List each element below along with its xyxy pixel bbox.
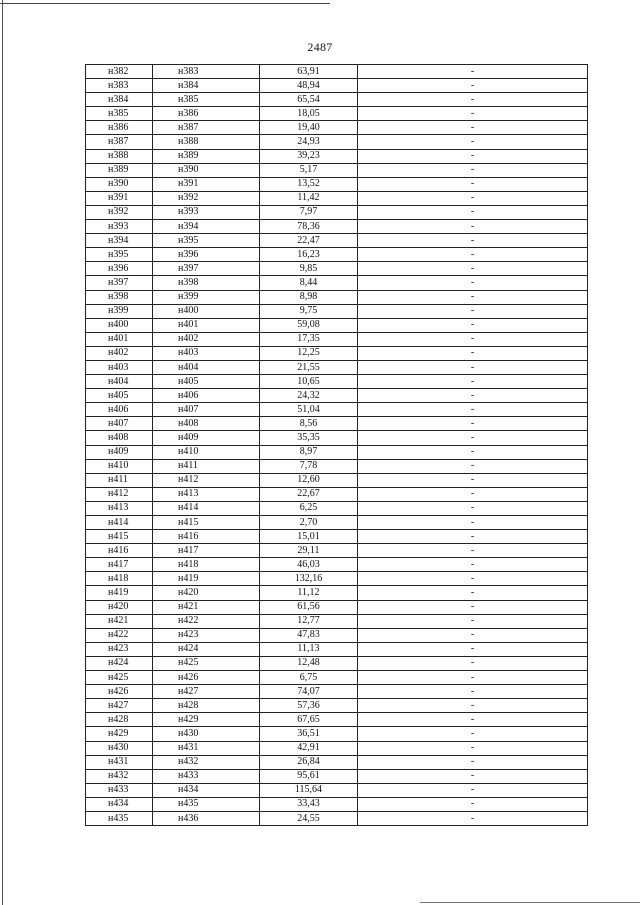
distance-cell: 12,60 [260, 473, 358, 487]
table-row [86, 107, 588, 121]
note-cell: - [358, 614, 588, 628]
point-to-cell: н419 [153, 572, 260, 586]
point-from-cell: н432 [86, 769, 153, 783]
distance-cell: 13,52 [260, 177, 358, 191]
distance-cell: 33,43 [260, 797, 358, 811]
point-from-cell: н385 [86, 107, 153, 121]
point-from-cell: н411 [86, 473, 153, 487]
distance-cell: 21,55 [260, 360, 358, 374]
table-row [86, 177, 588, 191]
note-cell: - [358, 304, 588, 318]
point-to-cell: н407 [153, 403, 260, 417]
point-from-cell: н393 [86, 220, 153, 234]
table-row [86, 403, 588, 417]
point-to-cell: н403 [153, 346, 260, 360]
distance-cell: 29,11 [260, 544, 358, 558]
point-to-cell: н411 [153, 459, 260, 473]
point-from-cell: н431 [86, 755, 153, 769]
point-from-cell: н397 [86, 276, 153, 290]
note-cell: - [358, 783, 588, 797]
note-cell: - [358, 685, 588, 699]
point-to-cell: н433 [153, 769, 260, 783]
distance-cell: 132,16 [260, 572, 358, 586]
distance-cell: 10,65 [260, 375, 358, 389]
point-to-cell: н422 [153, 614, 260, 628]
point-to-cell: н417 [153, 544, 260, 558]
note-cell: - [358, 318, 588, 332]
distance-cell: 22,67 [260, 487, 358, 501]
note-cell: - [358, 586, 588, 600]
distance-cell: 48,94 [260, 79, 358, 93]
distance-cell: 24,93 [260, 135, 358, 149]
distance-cell: 17,35 [260, 332, 358, 346]
note-cell: - [358, 163, 588, 177]
point-to-cell: н384 [153, 79, 260, 93]
note-cell: - [358, 600, 588, 614]
point-to-cell: н390 [153, 163, 260, 177]
table-row [86, 769, 588, 783]
point-to-cell: н424 [153, 642, 260, 656]
table-row [86, 135, 588, 149]
distance-cell: 36,51 [260, 727, 358, 741]
table-row [86, 234, 588, 248]
distance-cell: 11,13 [260, 642, 358, 656]
point-to-cell: н428 [153, 699, 260, 713]
note-cell: - [358, 177, 588, 191]
note-cell: - [358, 234, 588, 248]
point-to-cell: н421 [153, 600, 260, 614]
table-row [86, 530, 588, 544]
table-row [86, 276, 588, 290]
note-cell: - [358, 656, 588, 670]
note-cell: - [358, 727, 588, 741]
table-row [86, 671, 588, 685]
note-cell: - [358, 346, 588, 360]
distance-cell: 15,01 [260, 530, 358, 544]
point-from-cell: н417 [86, 558, 153, 572]
point-from-cell: н392 [86, 205, 153, 219]
point-to-cell: н431 [153, 741, 260, 755]
point-from-cell: н400 [86, 318, 153, 332]
point-from-cell: н412 [86, 487, 153, 501]
table-row [86, 459, 588, 473]
point-to-cell: н394 [153, 220, 260, 234]
point-from-cell: н407 [86, 417, 153, 431]
point-from-cell: н382 [86, 65, 153, 79]
note-cell: - [358, 79, 588, 93]
note-cell: - [358, 671, 588, 685]
note-cell: - [358, 516, 588, 530]
distance-cell: 39,23 [260, 149, 358, 163]
distance-cell: 47,83 [260, 628, 358, 642]
table-row [86, 332, 588, 346]
point-to-cell: н386 [153, 107, 260, 121]
table-row [86, 797, 588, 811]
distance-cell: 11,42 [260, 191, 358, 205]
table-row [86, 346, 588, 360]
point-to-cell: н393 [153, 205, 260, 219]
distance-cell: 59,08 [260, 318, 358, 332]
note-cell: - [358, 276, 588, 290]
distance-cell: 6,25 [260, 501, 358, 515]
scan-edge-left [2, 0, 3, 905]
note-cell: - [358, 417, 588, 431]
note-cell: - [358, 459, 588, 473]
table-row [86, 727, 588, 741]
note-cell: - [358, 713, 588, 727]
table-row [86, 360, 588, 374]
note-cell: - [358, 93, 588, 107]
point-from-cell: н383 [86, 79, 153, 93]
note-cell: - [358, 360, 588, 374]
table-row [86, 445, 588, 459]
table-row [86, 614, 588, 628]
table-row [86, 375, 588, 389]
point-from-cell: н401 [86, 332, 153, 346]
distance-cell: 7,78 [260, 459, 358, 473]
note-cell: - [358, 191, 588, 205]
distance-cell: 16,23 [260, 248, 358, 262]
point-to-cell: н401 [153, 318, 260, 332]
distance-cell: 2,70 [260, 516, 358, 530]
table-row [86, 572, 588, 586]
point-from-cell: н419 [86, 586, 153, 600]
distance-cell: 7,97 [260, 205, 358, 219]
page-number: 2487 [307, 40, 333, 54]
table-row [86, 699, 588, 713]
table-row [86, 248, 588, 262]
point-to-cell: н413 [153, 487, 260, 501]
point-from-cell: н394 [86, 234, 153, 248]
table-row [86, 191, 588, 205]
distance-cell: 9,75 [260, 304, 358, 318]
point-from-cell: н425 [86, 671, 153, 685]
distance-cell: 11,12 [260, 586, 358, 600]
distance-cell: 8,97 [260, 445, 358, 459]
point-from-cell: н402 [86, 346, 153, 360]
point-from-cell: н434 [86, 797, 153, 811]
scan-edge-top [0, 3, 330, 4]
note-cell: - [358, 572, 588, 586]
distance-cell: 5,17 [260, 163, 358, 177]
distance-cell: 78,36 [260, 220, 358, 234]
point-to-cell: н389 [153, 149, 260, 163]
distance-cell: 57,36 [260, 699, 358, 713]
distance-cell: 9,85 [260, 262, 358, 276]
distance-cell: 42,91 [260, 741, 358, 755]
point-from-cell: н391 [86, 191, 153, 205]
point-to-cell: н410 [153, 445, 260, 459]
table-row [86, 501, 588, 515]
table-row [86, 121, 588, 135]
point-from-cell: н415 [86, 530, 153, 544]
table-row [86, 516, 588, 530]
table-row [86, 755, 588, 769]
point-to-cell: н434 [153, 783, 260, 797]
point-to-cell: н414 [153, 501, 260, 515]
distance-cell: 6,75 [260, 671, 358, 685]
point-from-cell: н428 [86, 713, 153, 727]
point-to-cell: н400 [153, 304, 260, 318]
point-to-cell: н399 [153, 290, 260, 304]
boundary-points-table [85, 64, 588, 826]
table-row [86, 431, 588, 445]
scan-edge-bottom [420, 902, 640, 903]
table-row [86, 304, 588, 318]
point-to-cell: н395 [153, 234, 260, 248]
note-cell: - [358, 544, 588, 558]
table-row [86, 685, 588, 699]
distance-cell: 22,47 [260, 234, 358, 248]
note-cell: - [358, 811, 588, 825]
point-from-cell: н396 [86, 262, 153, 276]
table-row [86, 205, 588, 219]
note-cell: - [358, 755, 588, 769]
distance-cell: 63,91 [260, 65, 358, 79]
point-from-cell: н430 [86, 741, 153, 755]
point-from-cell: н410 [86, 459, 153, 473]
table-row [86, 544, 588, 558]
table-row [86, 93, 588, 107]
table-row [86, 741, 588, 755]
distance-cell: 46,03 [260, 558, 358, 572]
table-row [86, 600, 588, 614]
point-from-cell: н409 [86, 445, 153, 459]
point-to-cell: н425 [153, 656, 260, 670]
table-row [86, 628, 588, 642]
note-cell: - [358, 445, 588, 459]
point-to-cell: н435 [153, 797, 260, 811]
point-from-cell: н427 [86, 699, 153, 713]
point-from-cell: н384 [86, 93, 153, 107]
table-body [86, 65, 588, 826]
note-cell: - [358, 487, 588, 501]
distance-cell: 24,55 [260, 811, 358, 825]
note-cell: - [358, 375, 588, 389]
point-from-cell: н403 [86, 360, 153, 374]
table-row [86, 79, 588, 93]
table-row [86, 473, 588, 487]
note-cell: - [358, 220, 588, 234]
note-cell: - [358, 65, 588, 79]
point-from-cell: н395 [86, 248, 153, 262]
note-cell: - [358, 403, 588, 417]
note-cell: - [358, 642, 588, 656]
point-to-cell: н427 [153, 685, 260, 699]
point-to-cell: н429 [153, 713, 260, 727]
distance-cell: 95,61 [260, 769, 358, 783]
point-to-cell: н391 [153, 177, 260, 191]
point-to-cell: н415 [153, 516, 260, 530]
point-from-cell: н387 [86, 135, 153, 149]
note-cell: - [358, 121, 588, 135]
point-from-cell: н413 [86, 501, 153, 515]
note-cell: - [358, 431, 588, 445]
point-to-cell: н404 [153, 360, 260, 374]
point-from-cell: н404 [86, 375, 153, 389]
point-from-cell: н386 [86, 121, 153, 135]
table-row [86, 558, 588, 572]
note-cell: - [358, 389, 588, 403]
point-to-cell: н418 [153, 558, 260, 572]
note-cell: - [358, 501, 588, 515]
table-row [86, 656, 588, 670]
distance-cell: 26,84 [260, 755, 358, 769]
table-row [86, 642, 588, 656]
note-cell: - [358, 149, 588, 163]
table-row [86, 783, 588, 797]
boundary-points-table-wrapper [85, 64, 588, 826]
distance-cell: 35,35 [260, 431, 358, 445]
point-to-cell: н396 [153, 248, 260, 262]
point-from-cell: н408 [86, 431, 153, 445]
point-from-cell: н418 [86, 572, 153, 586]
point-to-cell: н423 [153, 628, 260, 642]
table-row [86, 290, 588, 304]
note-cell: - [358, 290, 588, 304]
point-to-cell: н436 [153, 811, 260, 825]
point-from-cell: н399 [86, 304, 153, 318]
point-from-cell: н406 [86, 403, 153, 417]
point-from-cell: н426 [86, 685, 153, 699]
note-cell: - [358, 205, 588, 219]
table-row [86, 318, 588, 332]
distance-cell: 12,25 [260, 346, 358, 360]
note-cell: - [358, 628, 588, 642]
point-to-cell: н392 [153, 191, 260, 205]
point-to-cell: н406 [153, 389, 260, 403]
note-cell: - [358, 248, 588, 262]
table-row [86, 586, 588, 600]
note-cell: - [358, 262, 588, 276]
table-row [86, 713, 588, 727]
table-row [86, 65, 588, 79]
note-cell: - [358, 741, 588, 755]
point-from-cell: н422 [86, 628, 153, 642]
distance-cell: 8,56 [260, 417, 358, 431]
distance-cell: 12,77 [260, 614, 358, 628]
point-to-cell: н402 [153, 332, 260, 346]
point-to-cell: н397 [153, 262, 260, 276]
distance-cell: 8,98 [260, 290, 358, 304]
distance-cell: 65,54 [260, 93, 358, 107]
note-cell: - [358, 530, 588, 544]
point-from-cell: н433 [86, 783, 153, 797]
note-cell: - [358, 332, 588, 346]
point-from-cell: н405 [86, 389, 153, 403]
note-cell: - [358, 558, 588, 572]
distance-cell: 67,65 [260, 713, 358, 727]
point-to-cell: н420 [153, 586, 260, 600]
point-from-cell: н398 [86, 290, 153, 304]
distance-cell: 18,05 [260, 107, 358, 121]
distance-cell: 74,07 [260, 685, 358, 699]
distance-cell: 61,56 [260, 600, 358, 614]
point-from-cell: н420 [86, 600, 153, 614]
point-to-cell: н405 [153, 375, 260, 389]
point-from-cell: н388 [86, 149, 153, 163]
table-row [86, 262, 588, 276]
distance-cell: 8,44 [260, 276, 358, 290]
point-to-cell: н383 [153, 65, 260, 79]
point-to-cell: н416 [153, 530, 260, 544]
point-from-cell: н414 [86, 516, 153, 530]
point-to-cell: н426 [153, 671, 260, 685]
distance-cell: 115,64 [260, 783, 358, 797]
point-from-cell: н435 [86, 811, 153, 825]
distance-cell: 19,40 [260, 121, 358, 135]
table-row [86, 149, 588, 163]
point-from-cell: н416 [86, 544, 153, 558]
distance-cell: 12,48 [260, 656, 358, 670]
point-to-cell: н388 [153, 135, 260, 149]
point-to-cell: н430 [153, 727, 260, 741]
table-row [86, 220, 588, 234]
table-row [86, 417, 588, 431]
point-from-cell: н390 [86, 177, 153, 191]
table-row [86, 389, 588, 403]
point-to-cell: н432 [153, 755, 260, 769]
point-to-cell: н408 [153, 417, 260, 431]
point-from-cell: н424 [86, 656, 153, 670]
note-cell: - [358, 135, 588, 149]
point-to-cell: н387 [153, 121, 260, 135]
point-to-cell: н398 [153, 276, 260, 290]
note-cell: - [358, 699, 588, 713]
note-cell: - [358, 473, 588, 487]
point-from-cell: н429 [86, 727, 153, 741]
point-to-cell: н412 [153, 473, 260, 487]
table-row [86, 811, 588, 825]
table-row [86, 487, 588, 501]
distance-cell: 24,32 [260, 389, 358, 403]
note-cell: - [358, 769, 588, 783]
point-from-cell: н421 [86, 614, 153, 628]
table-row [86, 163, 588, 177]
distance-cell: 51,04 [260, 403, 358, 417]
point-from-cell: н423 [86, 642, 153, 656]
point-to-cell: н385 [153, 93, 260, 107]
note-cell: - [358, 107, 588, 121]
point-from-cell: н389 [86, 163, 153, 177]
note-cell: - [358, 797, 588, 811]
point-to-cell: н409 [153, 431, 260, 445]
